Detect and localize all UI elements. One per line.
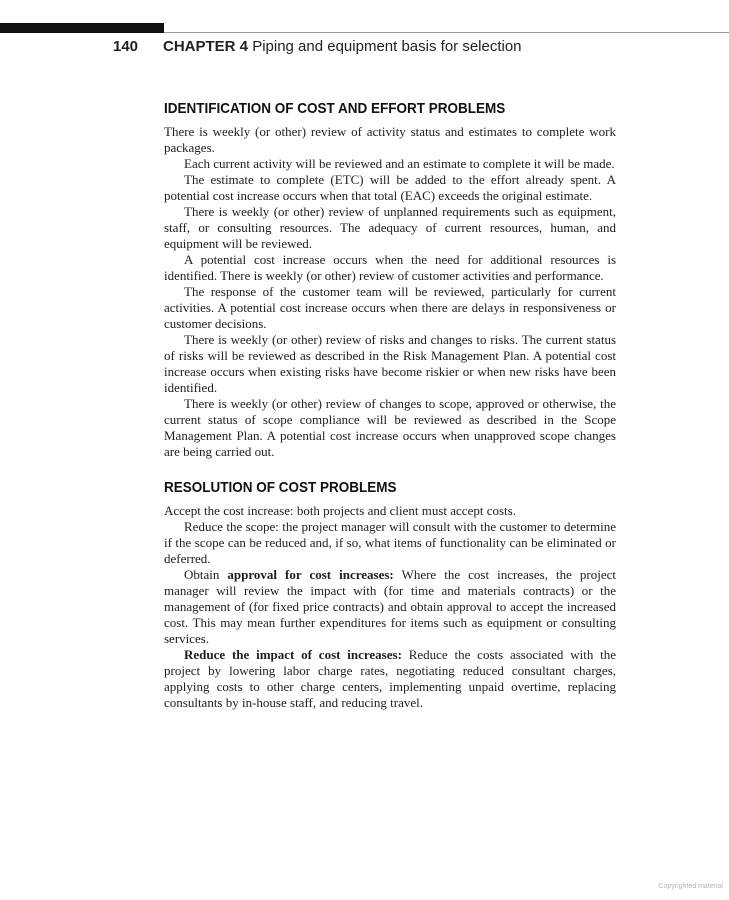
paragraph: Reduce the scope: the project manager will consult with the customer to determine if the scope can be reduced and, if so, what items of functionality can be eliminated or deferred. — [164, 519, 616, 566]
paragraph: There is weekly (or other) review of unplanned requirements such as equipment, staff, or consulting resources. The adequacy of current resources, human, and equipment will be reviewed. — [164, 204, 616, 251]
paragraph: There is weekly (or other) review of changes to scope, approved or otherwise, the current status of scope compliance will be reviewed as described in the Scope Management Plan. A potential cost increase occurs when unapproved scope changes are being carried out. — [164, 396, 616, 459]
running-head — [113, 38, 522, 55]
paragraph-text: Reduce the costs associated with the project by lowering labor charge rates, negotiating reduced consultant charges, applying costs to other charge centers, implementing unpaid overtime, replacing consultants by in-house staff, and reducing travel. — [164, 647, 616, 710]
paragraph — [164, 567, 616, 647]
section-heading-identification: IDENTIFICATION OF COST AND EFFORT PROBLEMS — [164, 100, 506, 117]
paragraph: The response of the customer team will be reviewed, particularly for current activities. A potential cost increase occurs when there are delays in responsiveness or customer decisions. — [164, 284, 616, 331]
paragraph-lead-text: Obtain — [184, 567, 228, 582]
header-rule — [164, 32, 729, 33]
paragraph: The estimate to complete (ETC) will be added to the effort already spent. A potential cost increase occurs when that total (EAC) exceeds the original estimate. — [164, 172, 616, 203]
paragraph: Each current activity will be reviewed and an estimate to complete it will be made. — [184, 156, 615, 171]
paragraph: There is weekly (or other) review of risks and changes to risks. The current status of risks will be reviewed as described in the Risk Management Plan. A potential cost increase occurs when existing risks have become riskier or when new risks have been identified. — [164, 332, 616, 395]
bold-term: Reduce the impact of cost increases: — [184, 647, 402, 662]
paragraph — [164, 647, 616, 711]
paragraph: A potential cost increase occurs when the need for additional resources is identified. There is weekly (or other) review of customer activities and performance. — [164, 252, 616, 283]
bold-term: approval for cost increases: — [227, 567, 394, 582]
page-number: 140 — [113, 38, 139, 55]
chapter-title: Piping and equipment basis for selection — [252, 38, 522, 55]
paragraph: Accept the cost increase: both projects and client must accept costs. — [164, 503, 516, 518]
section-heading-resolution: RESOLUTION OF COST PROBLEMS — [164, 479, 397, 496]
page-content — [164, 100, 616, 711]
header-bar — [0, 23, 164, 33]
copyright-notice: Copyrighted material — [658, 883, 723, 890]
chapter-label: CHAPTER 4 — [163, 38, 249, 55]
paragraph-text: Where the cost increases, the project manager will review the impact with (for time and materials contracts) or the management of (for fixed price contracts) and obtain approval to accept the increased cost. This may mean further expenditures for items such as equipment or consulting services. — [164, 567, 617, 646]
paragraph: There is weekly (or other) review of activity status and estimates to complete work packages. — [164, 124, 616, 155]
